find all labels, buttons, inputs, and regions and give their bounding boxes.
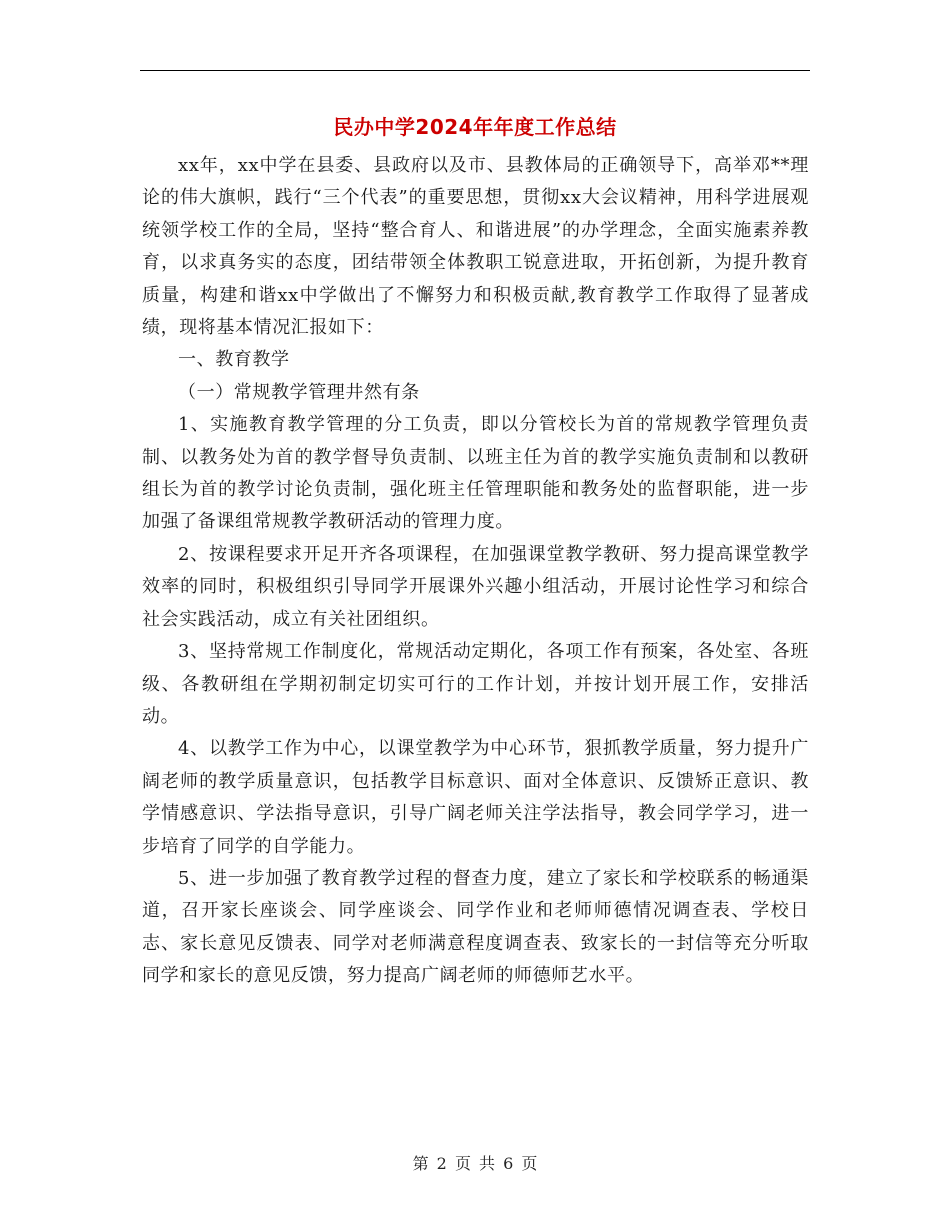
document-title: 民办中学2024年年度工作总结 [333,115,617,139]
intro-paragraph: xx年，xx中学在县委、县政府以及市、县教体局的正确领导下，高举邓**理论的伟大旗帜，践行“三个代表”的重要思想，贯彻xx大会议精神，用科学进展观统领学校工作的全局，坚持“整合育人、和谐进展”的办学理念，全面实施素养教育，以求真务实的态度，团结带领全体教职工锐意进取，开拓创新，为提升教育质量，构建和谐xx中学做出了不懈努力和积极贡献,教育教学工作取得了显著成绩，现将基本情况汇报如下： [142,155,809,339]
document-body [142,150,809,993]
subsection-heading: （一）常规教学管理井然有条 [178,381,420,403]
page-footer: 第 2 页 共 6 页 [412,1154,538,1173]
section-heading: 一、教育教学 [178,349,290,371]
body-paragraph: 1、实施教育教学管理的分工负责，即以分管校长为首的常规教学管理负责制、以教务处为首的教学督导负责制、以班主任为首的教学实施负责制和以教研组长为首的教学讨论负责制，强化班主任管理职能和教务处的监督职能，进一步加强了备课组常规教学教研活动的管理力度。 [142,414,809,533]
body-paragraph: 2、按课程要求开足开齐各项课程，在加强课堂教学教研、努力提高课堂教学效率的同时，积极组织引导同学开展课外兴趣小组活动，开展讨论性学习和综合社会实践活动，成立有关社团组织。 [142,543,809,630]
body-paragraph: 3、坚持常规工作制度化，常规活动定期化，各项工作有预案，各处室、各班级、各教研组在学期初制定切实可行的工作计划，并按计划开展工作，安排活动。 [142,641,809,727]
body-paragraph: 5、进一步加强了教育教学过程的督查力度，建立了家长和学校联系的畅通渠道，召开家长座谈会、同学座谈会、同学作业和老师师德情况调查表、学校日志、家长意见反馈表、同学对老师满意程度调查表、致家长的一封信等充分听取同学和家长的意见反馈，努力提高广阔老师的师德师艺水平。 [142,867,809,987]
body-paragraph: 4、以教学工作为中心，以课堂教学为中心环节，狠抓教学质量，努力提升广阔老师的教学质量意识，包括教学目标意识、面对全体意识、反馈矫正意识、教学情感意识、学法指导意识，引导广阔老师关注学法指导，教会同学学习，进一步培育了同学的自学能力。 [142,738,809,857]
header-rule [140,70,810,71]
